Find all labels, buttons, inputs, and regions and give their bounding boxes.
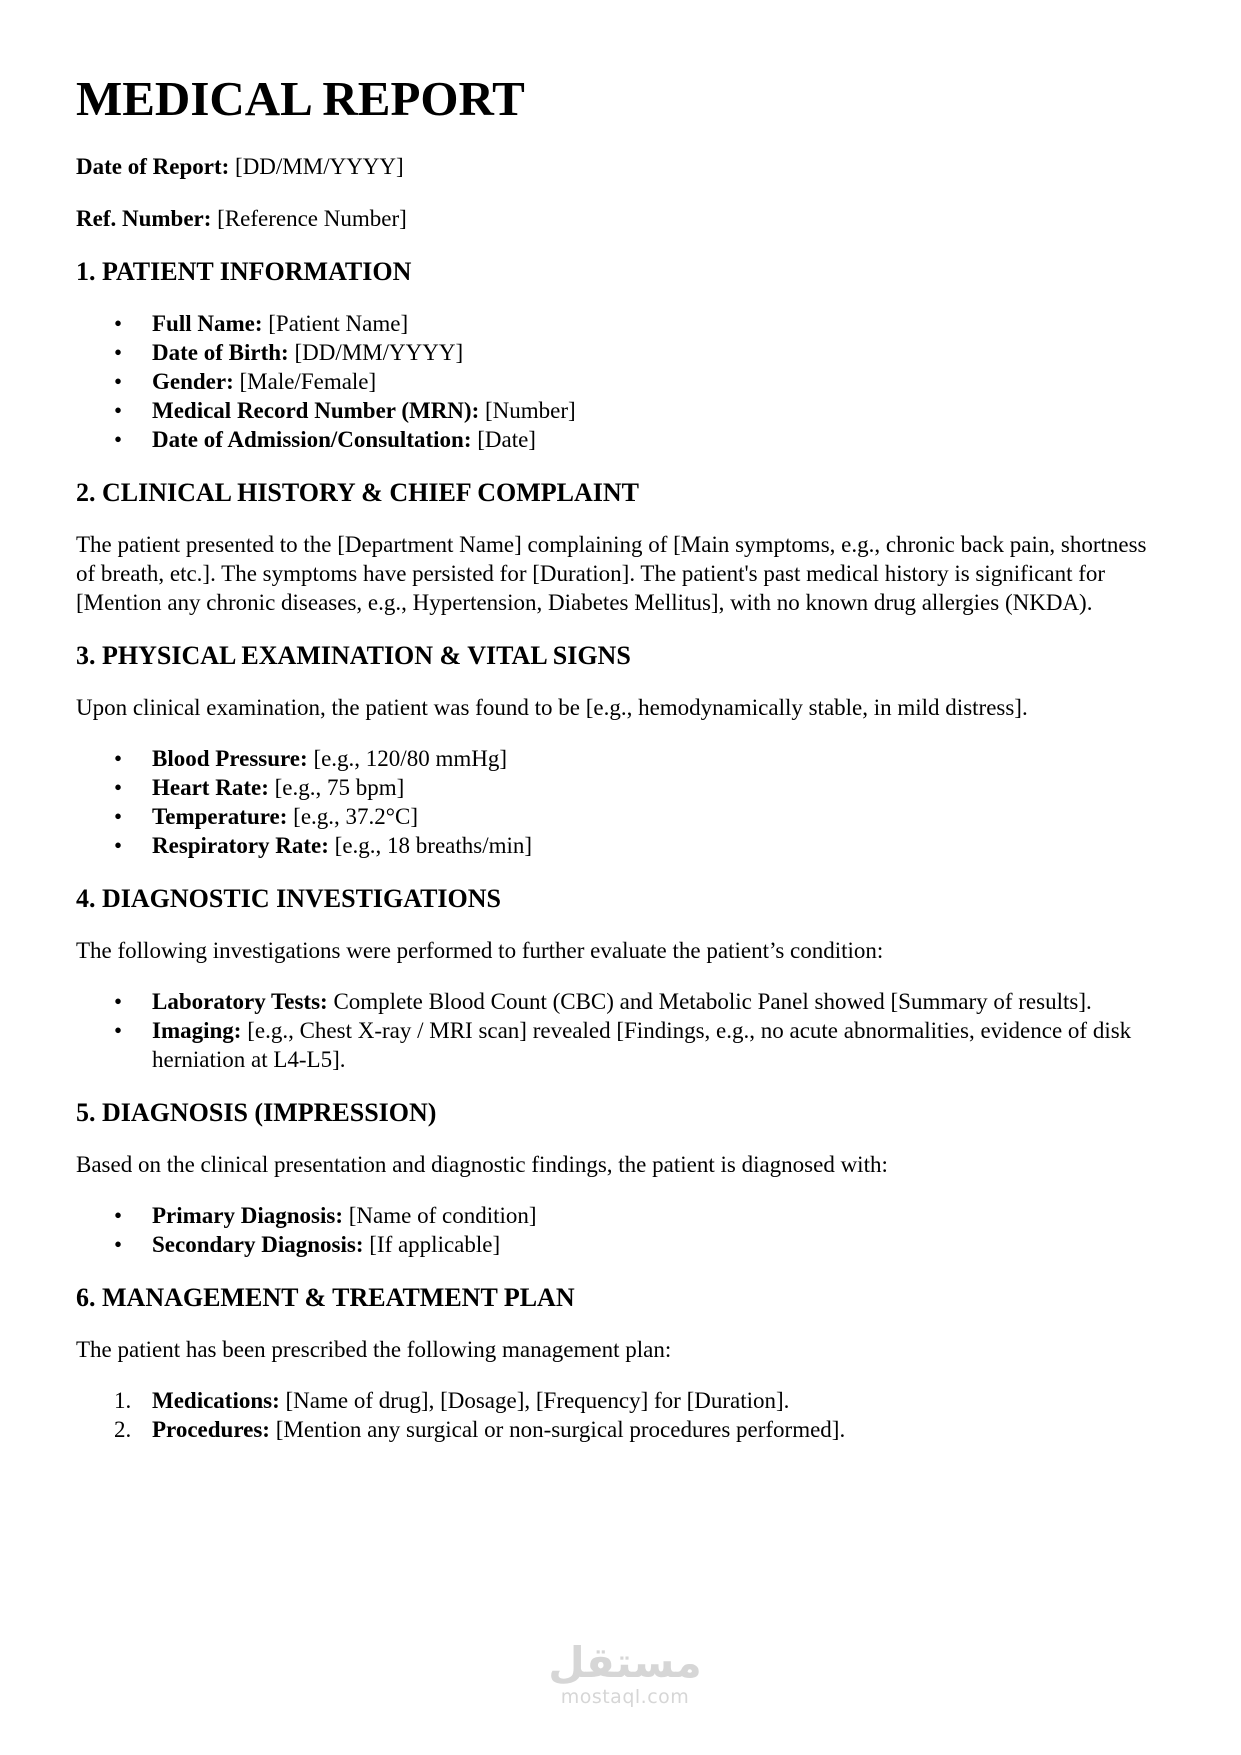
section-heading-diagnosis: 5. DIAGNOSIS (IMPRESSION) <box>76 1097 437 1127</box>
item-label: Gender: <box>152 368 234 394</box>
mostaql-watermark <box>545 1640 705 1708</box>
item-label: Imaging: <box>152 1017 242 1043</box>
section-heading-management-plan: 6. MANAGEMENT & TREATMENT PLAN <box>76 1282 575 1312</box>
bullet-icon: • <box>114 745 123 771</box>
item-label: Heart Rate: <box>152 774 269 800</box>
clinical-history-paragraph: The patient presented to the [Department Name] complaining of [Main symptoms, e.g., chronic back pain, shortness of breath, etc.]. The symptoms have persisted for [Duration]. The patient's past medical history is significant for [Mention any chronic diseases, e.g., Hypertension, Diabetes Mellitus], with no known drug allergies (NKDA). <box>76 531 1147 615</box>
list-item <box>76 396 1166 425</box>
list-item <box>76 987 1166 1016</box>
item-value: [Mention any surgical or non-surgical procedures performed]. <box>275 1416 846 1442</box>
section-heading-patient-information: 1. PATIENT INFORMATION <box>76 256 412 286</box>
list-item <box>76 1201 1166 1230</box>
item-label: Date of Admission/Consultation: <box>152 426 472 452</box>
list-item <box>76 831 1166 860</box>
item-value: [Name of drug], [Dosage], [Frequency] for [Duration]. <box>285 1387 790 1413</box>
watermark-logo: مستقل <box>548 1638 702 1687</box>
bullet-icon: • <box>114 310 123 336</box>
management-paragraph: The patient has been prescribed the following management plan: <box>76 1336 672 1362</box>
item-label: Temperature: <box>152 803 288 829</box>
item-value: [Male/Female] <box>239 368 377 394</box>
physical-exam-paragraph: Upon clinical examination, the patient was found to be [e.g., hemodynamically stable, in mild distress]. <box>76 694 1028 720</box>
item-value: [DD/MM/YYYY] <box>294 339 464 365</box>
management-list <box>76 1386 1166 1444</box>
bullet-icon: • <box>114 774 123 800</box>
item-label: Date of Birth: <box>152 339 289 365</box>
bullet-icon: • <box>114 339 123 365</box>
section-heading-clinical-history: 2. CLINICAL HISTORY & CHIEF COMPLAINT <box>76 477 639 507</box>
bullet-icon: • <box>114 832 123 858</box>
item-label: Primary Diagnosis: <box>152 1202 344 1228</box>
bullet-icon: • <box>114 803 123 829</box>
section-heading-diagnostic-investigations: 4. DIAGNOSTIC INVESTIGATIONS <box>76 883 502 913</box>
item-value: [e.g., 18 breaths/min] <box>334 832 533 858</box>
ref-label: Ref. Number: <box>76 205 212 231</box>
vital-signs-list <box>76 744 1166 860</box>
item-number: 1. <box>114 1387 132 1413</box>
item-label: Medical Record Number (MRN): <box>152 397 480 423</box>
report-title: MEDICAL REPORT <box>76 71 525 126</box>
list-item <box>76 802 1166 831</box>
list-item <box>76 309 1166 338</box>
item-value: [e.g., Chest X-ray / MRI scan] revealed [Findings, e.g., no acute abnormalities, evidence of disk herniation at L4-L5]. <box>152 1017 1132 1072</box>
item-label: Laboratory Tests: <box>152 988 328 1014</box>
item-label: Full Name: <box>152 310 263 336</box>
bullet-icon: • <box>114 1231 123 1257</box>
bullet-icon: • <box>114 368 123 394</box>
item-label: Respiratory Rate: <box>152 832 329 858</box>
item-label: Secondary Diagnosis: <box>152 1231 364 1257</box>
ref-number <box>76 205 1166 233</box>
bullet-icon: • <box>114 426 123 452</box>
diagnosis-paragraph: Based on the clinical presentation and diagnostic findings, the patient is diagnosed with: <box>76 1151 888 1177</box>
investigations-list <box>76 987 1166 1074</box>
patient-info-list <box>76 309 1166 454</box>
item-label: Medications: <box>152 1387 280 1413</box>
item-value: [If applicable] <box>369 1231 501 1257</box>
bullet-icon: • <box>114 397 123 423</box>
bullet-icon: • <box>114 1017 123 1043</box>
item-value: [e.g., 120/80 mmHg] <box>313 745 507 771</box>
bullet-icon: • <box>114 988 123 1014</box>
bullet-icon: • <box>114 1202 123 1228</box>
item-value: [Patient Name] <box>268 310 409 336</box>
date-of-report <box>76 153 1166 181</box>
date-value: [DD/MM/YYYY] <box>235 153 404 179</box>
item-number: 2. <box>114 1416 132 1442</box>
item-value: [Date] <box>477 426 536 452</box>
list-item <box>76 744 1166 773</box>
date-label: Date of Report: <box>76 153 230 179</box>
list-item <box>76 1415 1166 1444</box>
list-item <box>76 425 1166 454</box>
item-value: [e.g., 75 bpm] <box>274 774 405 800</box>
list-item <box>76 1230 1166 1259</box>
list-item <box>76 1016 1166 1074</box>
list-item <box>76 338 1166 367</box>
item-value: [Name of condition] <box>348 1202 537 1228</box>
item-value: [e.g., 37.2°C] <box>293 803 418 829</box>
section-heading-physical-examination: 3. PHYSICAL EXAMINATION & VITAL SIGNS <box>76 640 631 670</box>
list-item <box>76 367 1166 396</box>
watermark-url: mostaql.com <box>560 1686 690 1708</box>
ref-value: [Reference Number] <box>217 205 407 231</box>
investigations-paragraph: The following investigations were performed to further evaluate the patient’s condition: <box>76 937 884 963</box>
item-value: [Number] <box>484 397 576 423</box>
item-value: Complete Blood Count (CBC) and Metabolic Panel showed [Summary of results]. <box>333 988 1092 1014</box>
list-item <box>76 773 1166 802</box>
item-label: Procedures: <box>152 1416 270 1442</box>
diagnosis-list <box>76 1201 1166 1259</box>
item-label: Blood Pressure: <box>152 745 308 771</box>
list-item <box>76 1386 1166 1415</box>
report-body <box>76 72 1166 1444</box>
